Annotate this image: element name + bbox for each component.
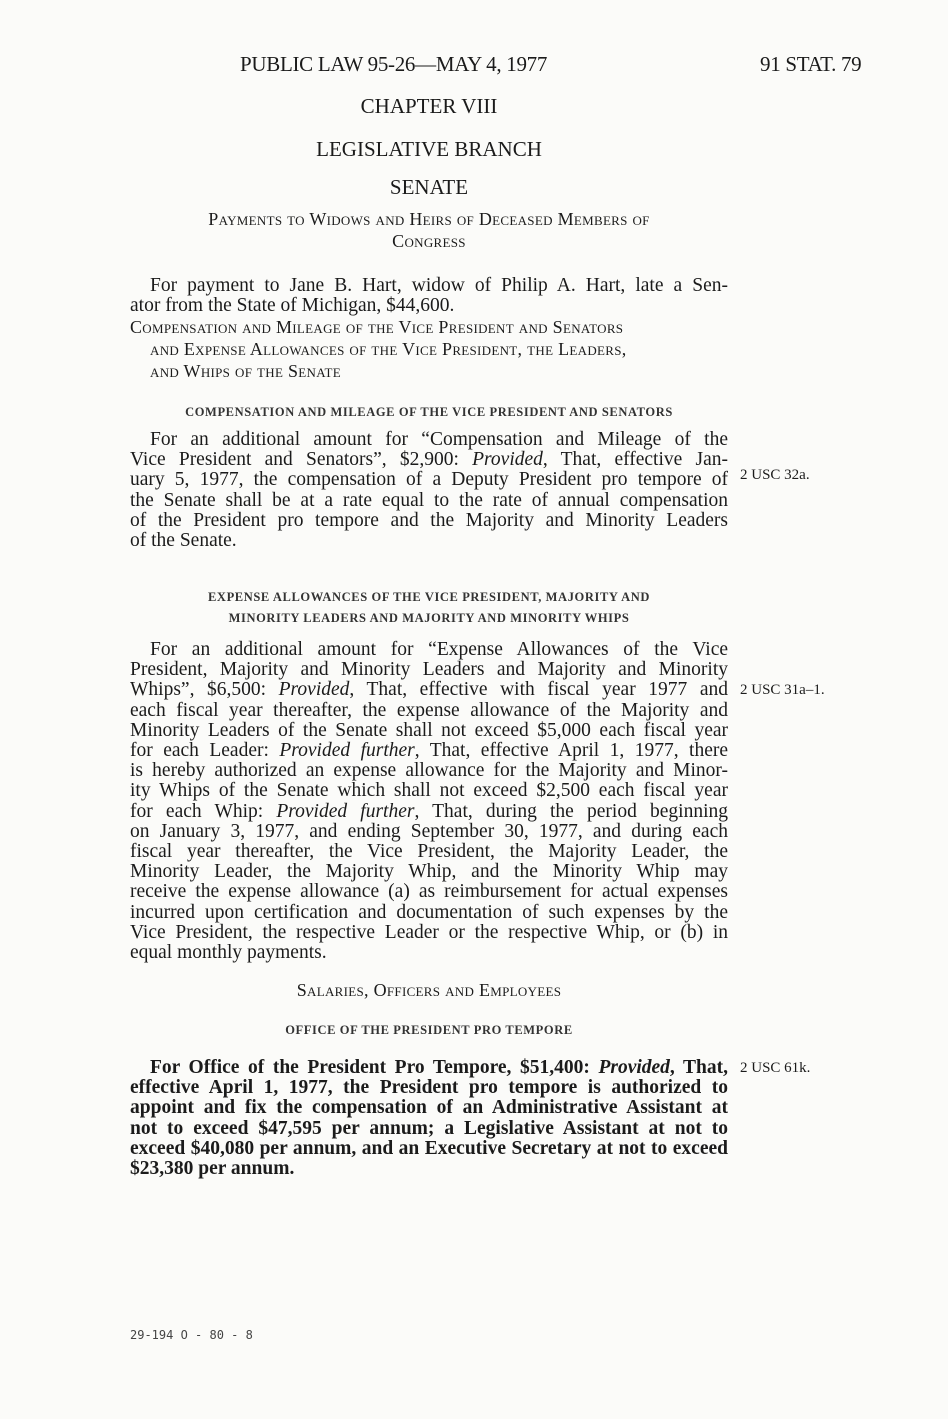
italic-text: Provided	[472, 449, 543, 471]
text-segment: fiscal year thereafter, the Vice President, the Majority Leader, the	[130, 841, 728, 863]
text-line	[130, 296, 728, 316]
italic-text: Provided further	[279, 740, 415, 762]
text-line	[130, 903, 728, 923]
text-segment: $23,380 per annum.	[130, 1158, 295, 1180]
text-segment: receive the expense allowance (a) as reimbursement for actual expenses	[130, 881, 728, 903]
text-segment: equal monthly payments.	[130, 942, 327, 964]
text-segment: , That, effective April 1, 1977, there	[414, 740, 729, 762]
text-line	[130, 842, 728, 862]
text-segment: of the President pro tempore and the Majority and Minority Leaders	[130, 509, 728, 531]
text-segment: each fiscal year thereafter, the expense allowance of the Majority and	[130, 699, 728, 721]
text-segment: Vice President, the respective Leader or the respective Whip, or (b) in	[130, 921, 728, 943]
text-line	[130, 882, 728, 902]
chapter-heading: CHAPTER VIII	[360, 94, 498, 118]
text-segment: incurred upon certification and documentation of such expenses by the	[130, 901, 728, 923]
expense-subheading	[130, 587, 728, 629]
text-line	[130, 781, 728, 801]
margin-note-comp: 2 USC 32a.	[740, 467, 810, 483]
text-line	[130, 430, 728, 450]
text-line	[130, 511, 728, 531]
text-segment: Vice President and Senators”, $2,900:	[130, 449, 473, 471]
text-line	[130, 531, 728, 551]
text-line	[130, 741, 728, 761]
italic-text: Provided	[278, 679, 350, 701]
text-line	[130, 470, 728, 490]
text-line	[130, 802, 728, 822]
italic-text: Provided further	[276, 800, 415, 822]
text-line	[130, 862, 728, 882]
text-line	[130, 761, 728, 781]
text-segment: Whips”, $6,500:	[130, 679, 279, 701]
senate-heading: SENATE	[389, 175, 469, 199]
text-segment: Minority Leaders of the Senate shall not exceed $5,000 each fiscal year	[130, 719, 728, 741]
print-footer-code: 29-194 O - 80 - 8	[130, 1328, 253, 1342]
text-line	[130, 276, 728, 296]
payment-paragraph	[130, 276, 728, 316]
text-segment: Minority Leader, the Majority Whip, and the Minority Whip may	[130, 861, 728, 883]
text-segment: ator from the State of Michigan, $44,600.	[130, 295, 455, 317]
payments-heading-line: Payments to Widows and Heirs of Deceased Members of	[208, 209, 650, 229]
text-segment: appoint and fix the compensation of an Administrative Assistant at	[130, 1097, 728, 1119]
expense-subheading-line: EXPENSE ALLOWANCES OF THE VICE PRESIDENT, MAJORITY AND	[208, 590, 650, 604]
compensation-heading-line: Compensation and Mileage of the Vice President and Senators	[130, 317, 624, 337]
branch-heading: LEGISLATIVE BRANCH	[316, 137, 542, 161]
compensation-heading-line: and Whips of the Senate	[150, 361, 341, 381]
text-segment: , That,	[669, 1057, 728, 1078]
text-segment: For Office of the President Pro Tempore, $51,400:	[150, 1057, 599, 1078]
text-segment: For an additional amount for “Expense Allowances of the Vice	[150, 639, 728, 660]
running-header-title: PUBLIC LAW 95-26—MAY 4, 1977	[240, 52, 548, 76]
text-line	[130, 660, 728, 680]
text-line	[130, 943, 728, 963]
text-segment: uary 5, 1977, the compensation of a Deputy President pro tempore of	[130, 469, 728, 491]
text-segment: for each Leader:	[130, 740, 280, 762]
text-line	[130, 1159, 728, 1179]
text-segment: is hereby authorized an expense allowance for the Majority and Minor-	[130, 760, 728, 782]
compensation-subheading: COMPENSATION AND MILEAGE OF THE VICE PRESIDENT AND SENATORS	[185, 405, 673, 419]
expense-paragraph	[130, 640, 728, 963]
italic-text: Provided	[598, 1057, 670, 1078]
text-segment: of the Senate.	[130, 530, 237, 552]
text-segment: the Senate shall be at a rate equal to the rate of annual compensation	[130, 489, 728, 511]
text-segment: , That, during the period beginning	[414, 800, 728, 822]
text-segment: ity Whips of the Senate which shall not exceed $2,500 each fiscal year	[130, 780, 728, 802]
text-line	[130, 1139, 728, 1159]
text-segment: President, Majority and Minority Leaders and Majority and Minority	[130, 659, 728, 681]
text-line	[130, 1098, 728, 1118]
text-line	[130, 701, 728, 721]
text-segment: , That, effective Jan-	[542, 449, 728, 471]
compensation-heading	[130, 316, 730, 382]
text-line	[130, 1119, 728, 1139]
text-line	[130, 1078, 728, 1098]
text-line	[130, 680, 728, 700]
compensation-heading-line: and Expense Allowances of the Vice President, the Leaders,	[150, 339, 627, 359]
text-line	[130, 923, 728, 943]
text-segment: , That, effective with fiscal year 1977 and	[349, 679, 729, 701]
payments-heading-line: Congress	[392, 231, 466, 251]
text-segment: on January 3, 1977, and ending September 30, 1977, and during each	[130, 820, 728, 842]
text-line	[130, 822, 728, 842]
text-line	[130, 1058, 728, 1078]
text-line	[130, 450, 728, 470]
statute-page-number: 91 STAT. 79	[760, 52, 862, 76]
text-line	[130, 491, 728, 511]
payments-heading	[130, 208, 728, 252]
text-line	[130, 721, 728, 741]
compensation-paragraph	[130, 430, 728, 551]
margin-note-office: 2 USC 61k.	[740, 1060, 811, 1076]
salaries-heading: Salaries, Officers and Employees	[296, 980, 562, 1000]
text-segment: exceed $40,080 per annum, and an Executive Secretary at not to exceed	[130, 1137, 728, 1159]
margin-note-expense: 2 USC 31a–1.	[740, 682, 825, 698]
text-segment: for each Whip:	[130, 800, 277, 822]
text-line	[130, 640, 728, 660]
text-segment: not to exceed $47,595 per annum; a Legislative Assistant at not to	[130, 1117, 728, 1139]
text-segment: For an additional amount for “Compensation and Mileage of the	[150, 429, 728, 450]
office-paragraph	[130, 1058, 728, 1179]
text-segment: For payment to Jane B. Hart, widow of Philip A. Hart, late a Sen-	[150, 275, 728, 296]
expense-subheading-line: MINORITY LEADERS AND MAJORITY AND MINORITY WHIPS	[228, 611, 630, 625]
office-subheading: OFFICE OF THE PRESIDENT PRO TEMPORE	[285, 1023, 573, 1037]
text-segment: effective April 1, 1977, the President pro tempore is authorized to	[130, 1077, 728, 1099]
